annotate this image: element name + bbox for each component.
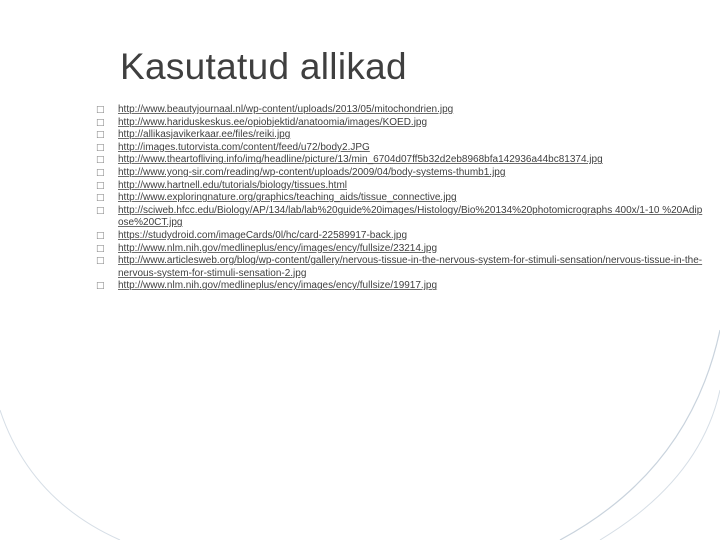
square-outline-icon: □ — [96, 130, 105, 141]
square-outline-icon: □ — [96, 193, 105, 204]
source-link[interactable]: http://www.hartnell.edu/tutorials/biology/tissues.html — [118, 179, 347, 191]
source-link[interactable]: http://www.articlesweb.org/blog/wp-content/gallery/nervous-tissue-in-the-nervous-system-for-stimuli-sensation/nervous-tissue-in-the-nervous-system-for-stimuli-sensation-2.jpg — [118, 255, 703, 279]
square-outline-icon: □ — [96, 256, 105, 267]
source-link[interactable]: http://www.nlm.nih.gov/medlineplus/ency/images/ency/fullsize/23214.jpg — [118, 242, 438, 254]
square-outline-icon: □ — [96, 180, 105, 191]
source-list-item — [96, 255, 706, 280]
source-list-item — [96, 167, 706, 180]
source-link[interactable]: http://sciweb.hfcc.edu/Biology/AP/134/lab/lab%20guide%20images/Histology/Bio%20134%20photomicrographs 400x/1-10 %20Adipose%20CT.jpg — [118, 204, 703, 229]
slide-title: Kasutatud allikad — [120, 46, 407, 87]
source-list-item — [96, 142, 706, 155]
source-link[interactable]: http://www.nlm.nih.gov/medlineplus/ency/images/ency/fullsize/19917.jpg — [118, 280, 438, 292]
square-outline-icon: □ — [96, 117, 105, 128]
source-list-item — [96, 117, 706, 130]
source-link[interactable]: http://www.yong-sir.com/reading/wp-content/uploads/2009/04/body-systems-thumb1.jpg — [118, 166, 506, 178]
square-outline-icon: □ — [96, 155, 105, 166]
square-outline-icon: □ — [96, 105, 105, 115]
source-link[interactable]: https://studydroid.com/imageCards/0l/hc/card-22589917-back.jpg — [118, 229, 408, 241]
source-list-item — [96, 280, 706, 293]
square-outline-icon: □ — [96, 205, 105, 216]
source-link[interactable]: http://images.tutorvista.com/content/feed/u72/body2.JPG — [118, 141, 370, 153]
square-outline-icon: □ — [96, 243, 105, 254]
source-list-item — [96, 205, 706, 230]
source-link[interactable]: http://www.beautyjournaal.nl/wp-content/uploads/2013/05/mitochondrien.jpg — [118, 104, 454, 115]
source-list-item — [96, 230, 706, 243]
source-list-item — [96, 180, 706, 193]
source-link[interactable]: http://www.hariduskeskus.ee/opiobjektid/anatoomia/images/KOED.jpg — [118, 116, 428, 128]
square-outline-icon: □ — [96, 142, 105, 153]
source-link[interactable]: http://allikasjavikerkaar.ee/files/reiki.jpg — [118, 129, 291, 141]
source-list-item — [96, 154, 706, 167]
square-outline-icon: □ — [96, 281, 105, 292]
source-list — [96, 104, 706, 293]
source-list-item — [96, 129, 706, 142]
source-link[interactable]: http://www.theartofliving.info/img/headline/picture/13/min_6704d07ff5b32d2eb8968bfa142936a44bc81374.jpg — [118, 154, 603, 166]
source-list-item — [96, 243, 706, 256]
square-outline-icon: □ — [96, 230, 105, 241]
source-list-item — [96, 104, 706, 117]
source-list-item — [96, 192, 706, 205]
source-link[interactable]: http://www.exploringnature.org/graphics/teaching_aids/tissue_connective.jpg — [118, 192, 457, 204]
square-outline-icon: □ — [96, 167, 105, 178]
